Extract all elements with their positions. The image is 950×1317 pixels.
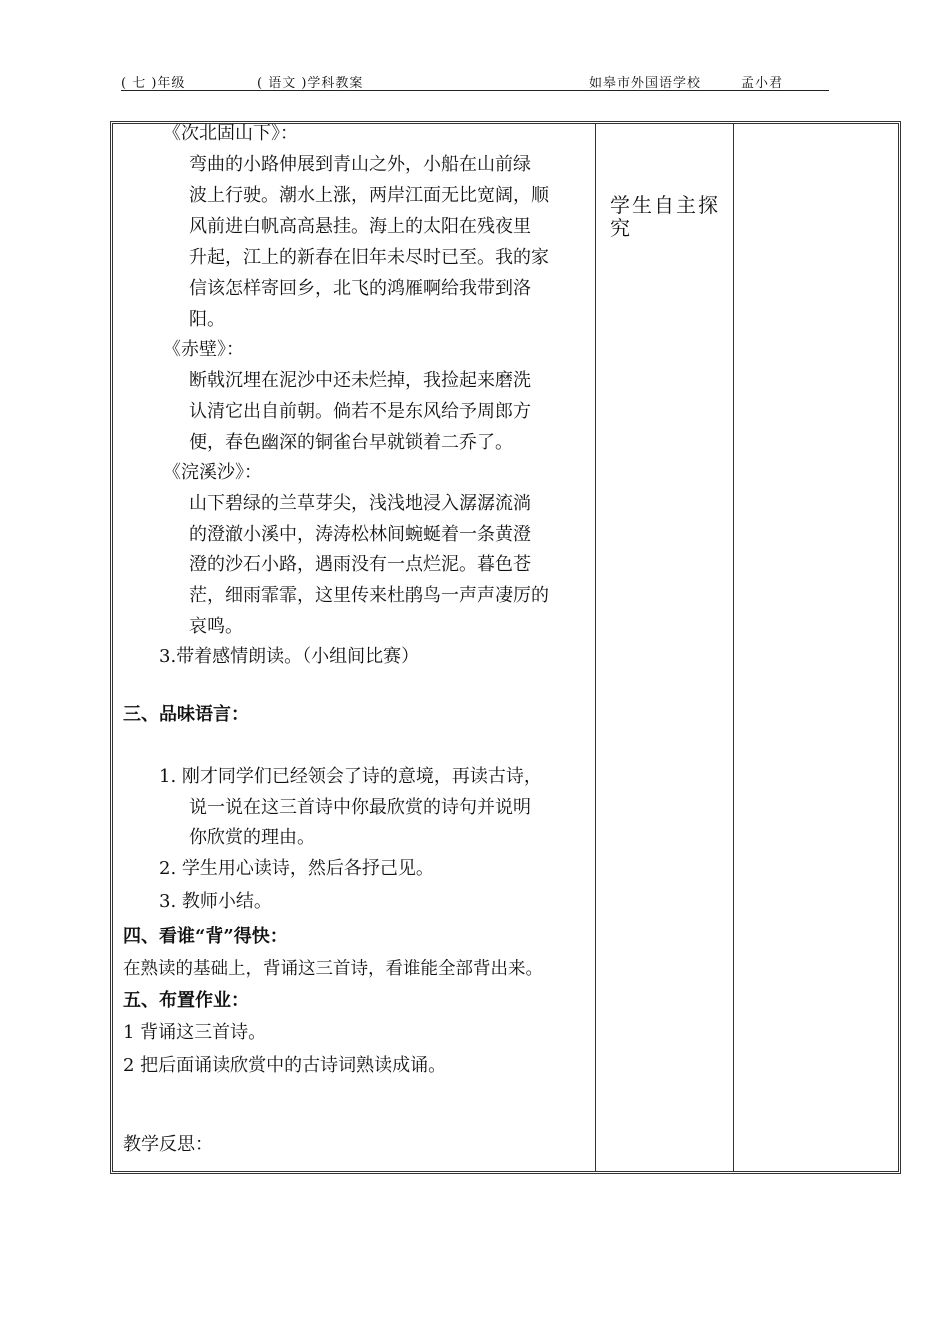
header-subject: ( 语文 )学科教案 bbox=[257, 76, 364, 91]
header-school: 如皋市外国语学校 bbox=[589, 76, 702, 91]
poem1-line: 阳。 bbox=[189, 309, 225, 330]
homework-item: 1 背诵这三首诗。 bbox=[123, 1022, 267, 1043]
poem3-line: 的澄澈小溪中，涛涛松林间蜿蜒着一条黄澄 bbox=[189, 524, 531, 545]
poem2-title: 《赤壁》： bbox=[163, 339, 244, 360]
step-3: 3.带着感情朗读。（小组间比赛） bbox=[159, 646, 420, 667]
section3-item: 说一说在这三首诗中你最欣赏的诗句并说明 bbox=[189, 797, 531, 818]
poem2-line: 便，春色幽深的铜雀台早就锁着二乔了。 bbox=[189, 432, 513, 453]
lesson-table bbox=[110, 121, 901, 1174]
header-grade: ( 七 )年级 bbox=[121, 76, 186, 91]
poem2-line: 断戟沉埋在泥沙中还未烂掉，我捡起来磨洗 bbox=[189, 370, 531, 391]
header-teacher: 孟小君 bbox=[741, 76, 784, 91]
section3-item: 2. 学生用心读诗，然后各抒己见。 bbox=[159, 858, 434, 879]
poem1-line: 弯曲的小路伸展到青山之外，小船在山前绿 bbox=[189, 154, 531, 175]
section4-heading: 四、看谁“背”得快： bbox=[123, 926, 288, 947]
poem3-line: 哀鸣。 bbox=[189, 616, 243, 637]
poem3-line: 澄的沙石小路，遇雨没有一点烂泥。暮色苍 bbox=[189, 554, 531, 575]
teaching-reflection: 教学反思： bbox=[123, 1134, 213, 1155]
section3-heading: 三、品味语言： bbox=[123, 704, 249, 725]
activity-note: 学生自主探究 bbox=[610, 193, 720, 240]
poem1-title: 《次北固山下》： bbox=[163, 123, 298, 144]
column-divider-2 bbox=[733, 124, 734, 1171]
column-divider-1 bbox=[595, 124, 596, 1171]
poem3-title: 《浣溪沙》： bbox=[163, 462, 262, 483]
page-header bbox=[121, 70, 829, 91]
poem2-line: 认清它出自前朝。倘若不是东风给予周郎方 bbox=[189, 401, 531, 422]
section4-text: 在熟读的基础上，背诵这三首诗，看谁能全部背出来。 bbox=[123, 959, 543, 979]
homework-item: 2 把后面诵读欣赏中的古诗词熟读成诵。 bbox=[123, 1055, 447, 1076]
poem1-line: 升起，江上的新春在旧年未尽时已至。我的家 bbox=[189, 247, 549, 268]
poem3-line: 山下碧绿的兰草芽尖，浅浅地浸入潺潺流淌 bbox=[189, 493, 531, 514]
section5-heading: 五、布置作业： bbox=[123, 990, 249, 1011]
poem1-line: 波上行驶。潮水上涨，两岸江面无比宽阔，顺 bbox=[189, 185, 549, 206]
poem3-line: 茫，细雨霏霏，这里传来杜鹃鸟一声声凄厉的 bbox=[189, 585, 549, 606]
poem1-line: 风前进白帆高高悬挂。海上的太阳在残夜里 bbox=[189, 216, 531, 237]
poem1-line: 信该怎样寄回乡，北飞的鸿雁啊给我带到洛 bbox=[189, 278, 531, 299]
section3-item: 1. 刚才同学们已经领会了诗的意境，再读古诗， bbox=[159, 766, 542, 787]
section3-item: 3. 教师小结。 bbox=[159, 891, 272, 912]
section3-item: 你欣赏的理由。 bbox=[189, 827, 315, 848]
